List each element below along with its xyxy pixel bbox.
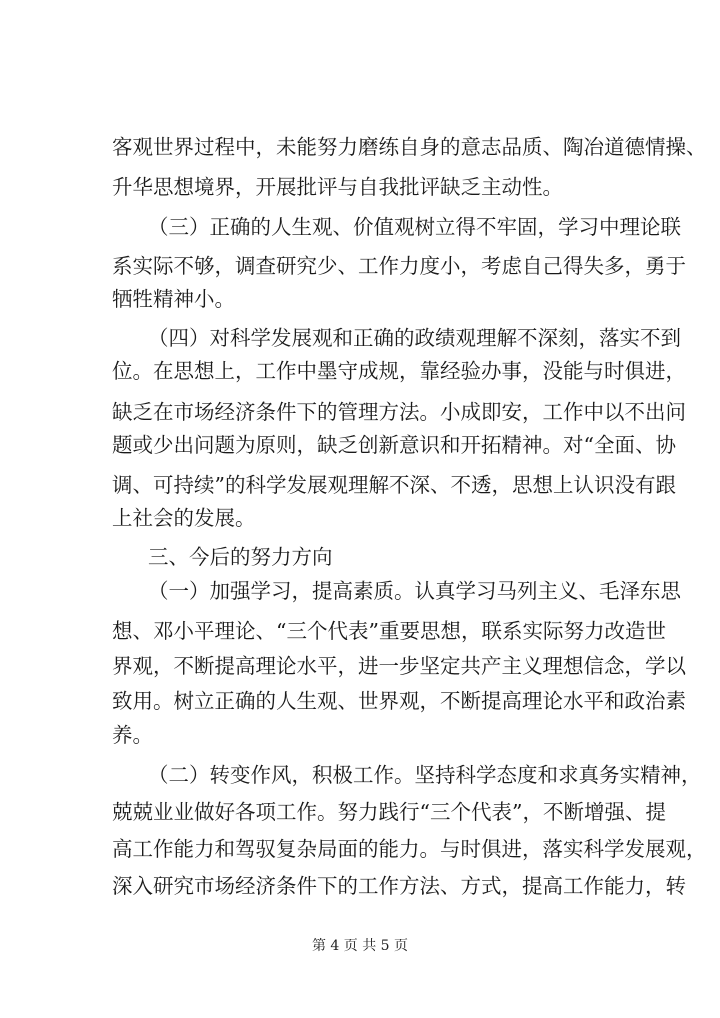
text-line: 养。 — [112, 723, 153, 747]
text-line: 上社会的发展。 — [112, 506, 256, 530]
text-line: 致用。树立正确的人生观、世界观，不断提高理论水平和政治素 — [112, 689, 686, 713]
text-line: 深入研究市场经济条件下的工作方法、方式，提高工作能力，转 — [112, 874, 686, 898]
text-line: 位。在思想上，工作中墨守成规，靠经验办事，没能与时俱进， — [112, 359, 686, 383]
section-heading-line: （四）对科学发展观和正确的政绩观理解不深刻，落实不到 — [148, 326, 681, 350]
page-number-footer: 第 4 页 共 5 页 — [311, 938, 409, 954]
text-line: 题或少出问题为原则，缺乏创新意识和开拓精神。对“全面、协 — [112, 433, 676, 457]
section-heading-line: （二）转变作风，积极工作。坚持科学态度和求真务实精神， — [148, 763, 702, 787]
text-line: 兢兢业业做好各项工作。努力践行“三个代表”，不断增强、提 — [112, 800, 666, 824]
text-line: 升华思想境界，开展批评与自我批评缺乏主动性。 — [112, 175, 563, 199]
text-line: 牺牲精神小。 — [112, 287, 235, 311]
text-line: 系实际不够，调查研究少、工作力度小，考虑自己得失多，勇于 — [112, 254, 686, 278]
section-title: 三、今后的努力方向 — [148, 545, 333, 569]
text-line: 客观世界过程中，未能努力磨练自身的意志品质、陶冶道德情操、 — [112, 135, 707, 159]
text-line: 缺乏在市场经济条件下的管理方法。小成即安，工作中以不出问 — [112, 400, 686, 424]
text-line: 想、邓小平理论、“三个代表”重要思想，联系实际努力改造世 — [112, 619, 666, 643]
section-heading-line: （一）加强学习，提高素质。认真学习马列主义、毛泽东思 — [148, 579, 681, 603]
section-heading-line: （三）正确的人生观、价值观树立得不牢固，学习中理论联 — [148, 215, 681, 239]
text-line: 界观，不断提高理论水平，进一步坚定共产主义理想信念，学以 — [112, 654, 686, 678]
text-line: 高工作能力和驾驭复杂局面的能力。与时俱进，落实科学发展观， — [112, 837, 707, 861]
text-line: 调、可持续”的科学发展观理解不深、不透，思想上认识没有跟 — [112, 473, 676, 497]
